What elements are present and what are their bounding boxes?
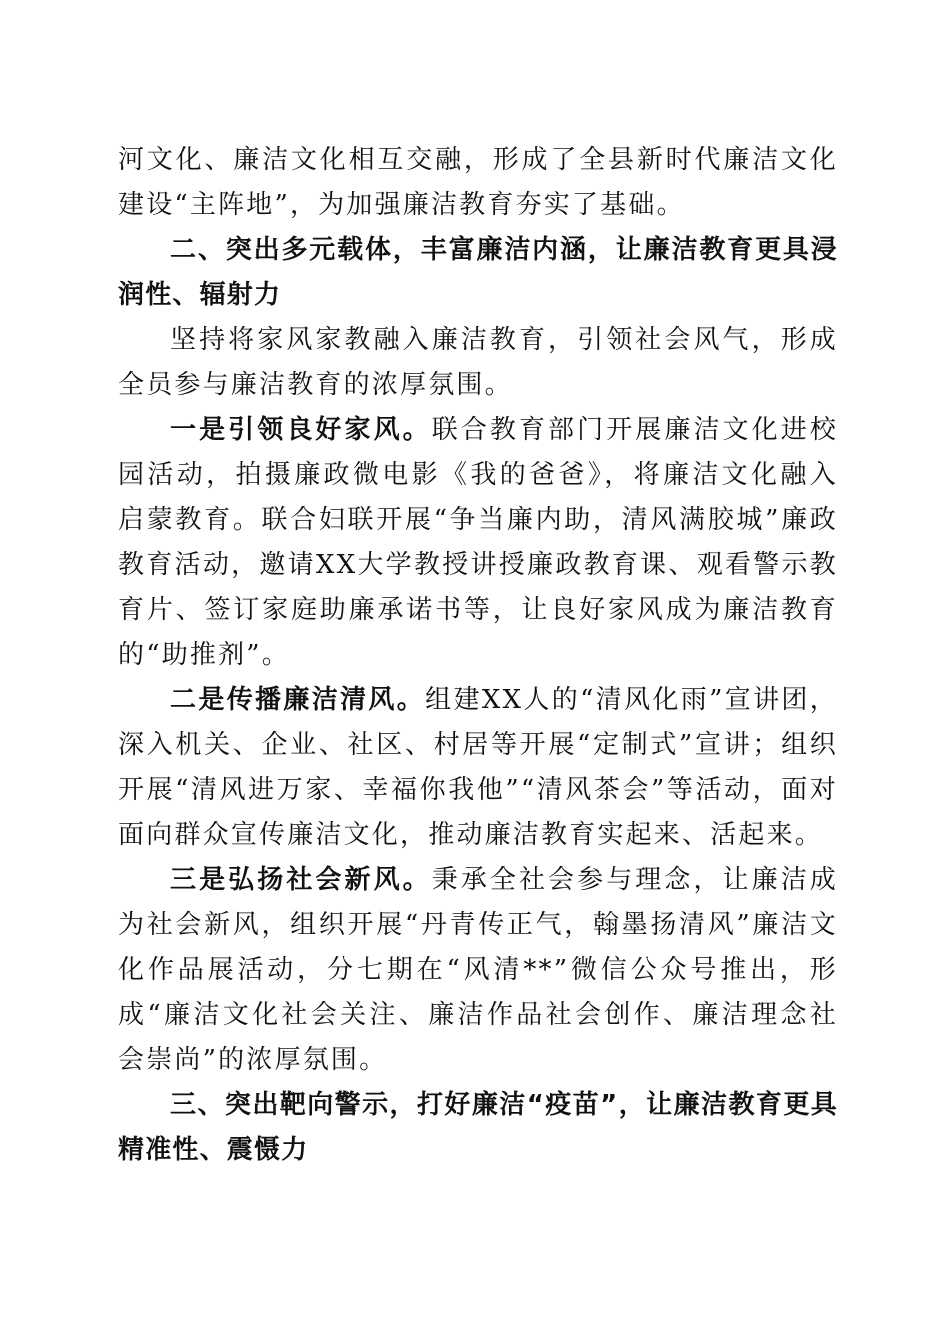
item-lead-3: 三是弘扬社会新风。 [170,865,432,895]
item-paragraph-1 [118,408,838,678]
item-body-2: 组建XX人的“清风化雨”宣讲团，深入机关、企业、社区、村居等开展“定制式”宣讲；组织开展“清风进万家、幸福你我他”“清风茶会”等活动，面对面向群众宣传廉洁文化，推动廉洁教育实起来、活起来。 [118,685,838,850]
item-lead-2: 二是传播廉洁清风。 [170,685,426,715]
section-heading-3: 三、突出靶向警示，打好廉洁“疫苗”，让廉洁教育更具精准性、震慑力 [118,1090,838,1165]
item-paragraph-2 [118,678,838,858]
document-page [118,138,838,1173]
item-body-1: 联合教育部门开展廉洁文化进校园活动，拍摄廉政微电影《我的爸爸》，将廉洁文化融入启蒙教育。联合妇联开展“争当廉内助，清风满胶城”廉政教育活动，邀请XX大学教授讲授廉政教育课、观看警示教育片、签订家庭助廉承诺书等，让良好家风成为廉洁教育的“助推剂”。 [118,415,838,670]
section-heading-2: 二、突出多元载体，丰富廉洁内涵，让廉洁教育更具浸润性、辐射力 [118,235,838,310]
section-intro-paragraph: 坚持将家风家教融入廉洁教育，引领社会风气，形成全员参与廉洁教育的浓厚氛围。 [118,325,838,400]
item-paragraph-3 [118,858,838,1083]
item-lead-1: 一是引领良好家风。 [170,415,432,445]
continuation-paragraph: 河文化、廉洁文化相互交融，形成了全县新时代廉洁文化建设“主阵地”，为加强廉洁教育夯实了基础。 [118,145,838,220]
item-body-3: 秉承全社会参与理念，让廉洁成为社会新风，组织开展“丹青传正气，翰墨扬清风”廉洁文化作品展活动，分七期在“风清**”微信公众号推出，形成“廉洁文化社会关注、廉洁作品社会创作、廉洁理念社会崇尚”的浓厚氛围。 [118,865,838,1075]
